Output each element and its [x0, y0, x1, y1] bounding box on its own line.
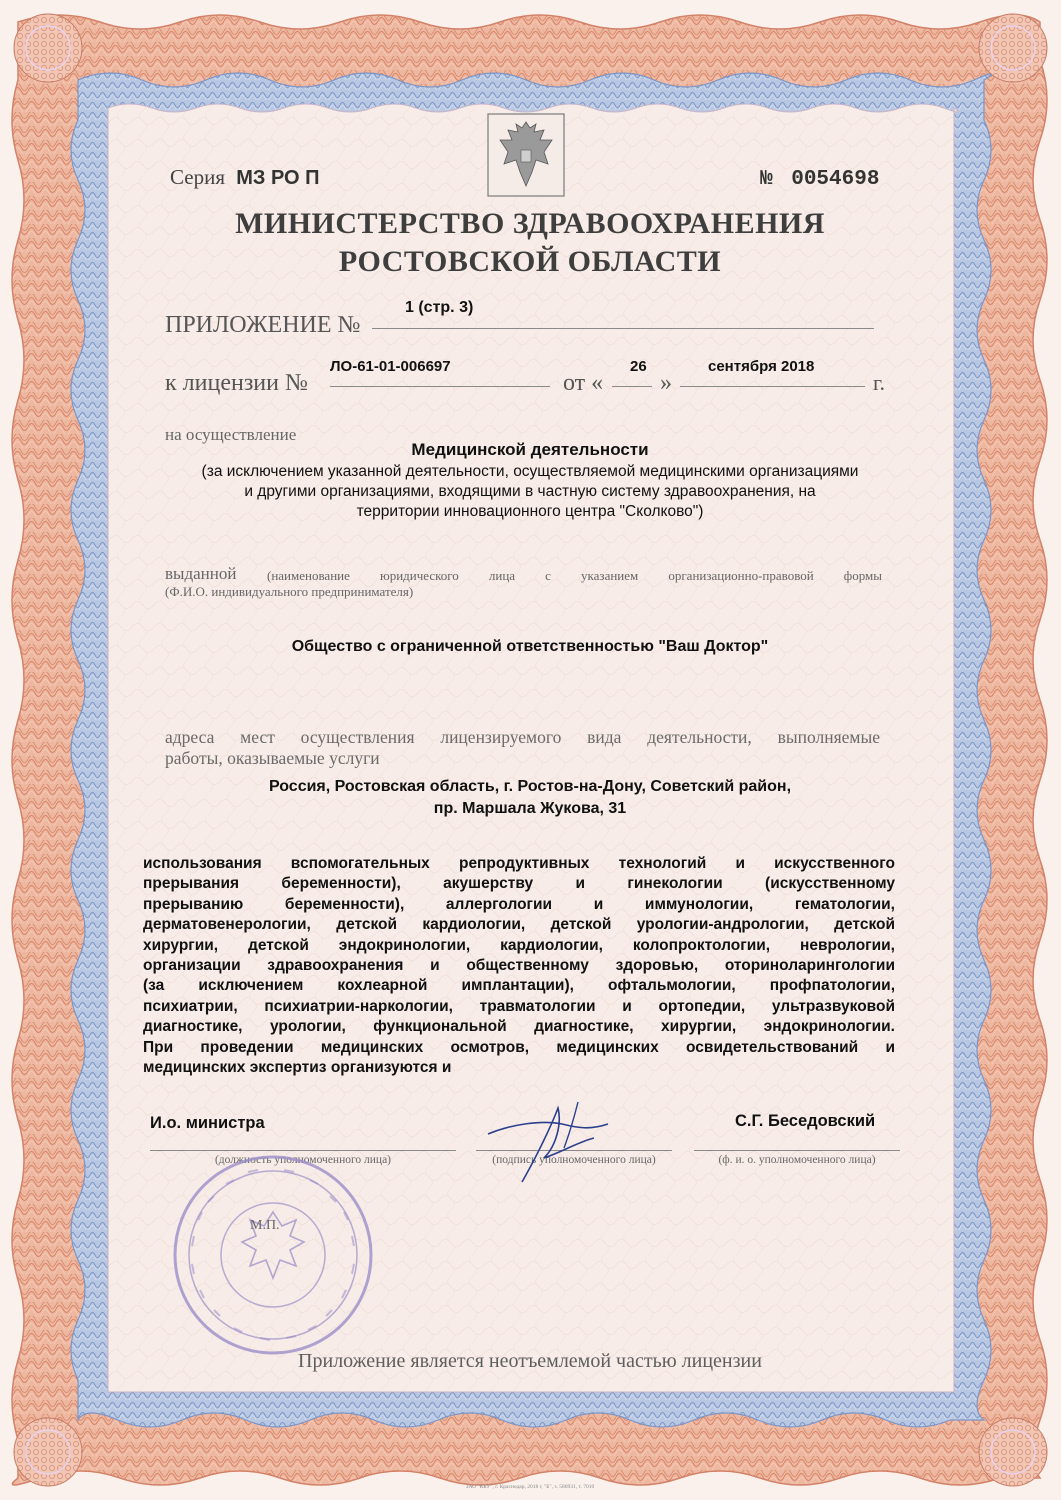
blank-number: 0054698 [791, 168, 880, 191]
address-value-line2: пр. Маршала Жукова, 31 [433, 800, 627, 817]
organization-name: Общество с ограниченной ответственностью "Ваш Доктор" [291, 638, 769, 655]
address-label-line2: работы, оказываемые услуги [165, 748, 380, 768]
activity-label: на осуществление [165, 425, 297, 444]
services-line: дерматовенерологии, детской кардиологии, детской урологии-андрологии, детской [143, 916, 895, 934]
services-line: прерыванию беременности), аллергологии и иммунологии, гематологии, [143, 895, 895, 913]
issued-hint-line1: (наименование юридического лица с указанием организационно-правовой формы [267, 568, 882, 583]
series-label: Серия [170, 165, 225, 189]
handwritten-signature-icon [482, 1094, 632, 1190]
services-line: использования вспомогательных репродуктивных технологий и искусственного [143, 855, 895, 872]
footer-note: Приложение является неотъемлемой частью лицензии [298, 1350, 762, 1372]
appendix-label: ПРИЛОЖЕНИЕ № [165, 312, 361, 338]
license-month-year: сентября 2018 [708, 358, 815, 375]
official-seal-stamp-icon [168, 1150, 378, 1360]
license-close-quote: » [660, 370, 672, 396]
services-line: диагностике, урологии, функциональной диагностике, хирургии, эндокринологии. [143, 1018, 895, 1036]
services-line: организации здравоохранения и общественному здоровью, оториноларингологии [143, 957, 895, 975]
address-label-line1: адреса мест осуществления лицензируемого вида деятельности, выполняемые [165, 727, 880, 747]
signature-hint: (подпись уполномоченного лица) [492, 1154, 656, 1166]
services-text [143, 854, 895, 1078]
ministry-title-line2: РОСТОВСКОЙ ОБЛАСТИ [338, 245, 722, 278]
issued-label: выданной [165, 564, 237, 583]
services-line: прерывания беременности), акушерству и гинекологии (искусственному [143, 875, 895, 893]
ministry-title [150, 205, 910, 281]
license-day-underline [612, 386, 652, 387]
services-line: (за исключением кохлеарной имплантации), офтальмологии, профпатологии, [143, 977, 895, 995]
license-day: 26 [630, 358, 647, 375]
services-last-line: медицинских экспертиз организуются и [143, 1059, 452, 1077]
activity-description-line1: (за исключением указанной деятельности, осуществляемой медицинскими организациями [201, 463, 859, 480]
appendix-value: 1 (стр. 3) [405, 299, 474, 316]
activity-description-line2: и другими организациями, входящими в частную систему здравоохранения, на [244, 483, 816, 500]
russian-coat-of-arms-icon [486, 112, 566, 198]
license-label: к лицензии № [165, 370, 308, 396]
address-value [150, 776, 910, 820]
series-value: МЗ РО П [236, 167, 320, 189]
license-number-underline [330, 386, 550, 387]
license-from-label: от « [563, 370, 604, 396]
activity-title: Медицинской деятельности [411, 440, 649, 459]
activity-description-line3: территории инновационного центра "Сколково") [356, 503, 704, 520]
license-year-suffix: г. [873, 370, 886, 395]
stamp-place-label: М.П. [250, 1218, 280, 1233]
position-hint: (должность уполномоченного лица) [214, 1154, 392, 1166]
services-line: психиатрии, психиатрии-наркологии, травматологии и ортопедии, ультразвуковой [143, 997, 895, 1015]
appendix-underline [372, 328, 874, 329]
license-number: ЛО-61-01-006697 [330, 358, 451, 375]
signer-name: С.Г. Беседовский [735, 1112, 876, 1130]
services-line: хирургии, детской эндокринологии, кардиологии, колопроктологии, неврологии, [143, 936, 895, 954]
name-underline [694, 1150, 900, 1151]
activity-description [140, 462, 920, 522]
printer-imprint: ЗАО "КБУ", г. Краснодар, 2018 г, "Б", з. 586931, т. 7010 [465, 1484, 595, 1490]
series-row [170, 165, 320, 190]
services-line: При проведении медицинских осмотров, медицинских освидетельствований и [143, 1038, 895, 1056]
name-hint: (ф. и. о. уполномоченного лица) [718, 1154, 876, 1166]
ministry-title-line1: МИНИСТЕРСТВО ЗДРАВООХРАНЕНИЯ [235, 207, 825, 240]
issued-hint-line2: (Ф.И.О. индивидуального предпринимателя) [165, 584, 414, 599]
signer-position: И.о. министра [150, 1114, 265, 1132]
license-date-underline [680, 386, 865, 387]
number-label: № [760, 168, 773, 191]
blank-number-row [760, 168, 879, 191]
address-value-line1: Россия, Ростовская область, г. Ростов-на-Дону, Советский район, [268, 778, 792, 795]
